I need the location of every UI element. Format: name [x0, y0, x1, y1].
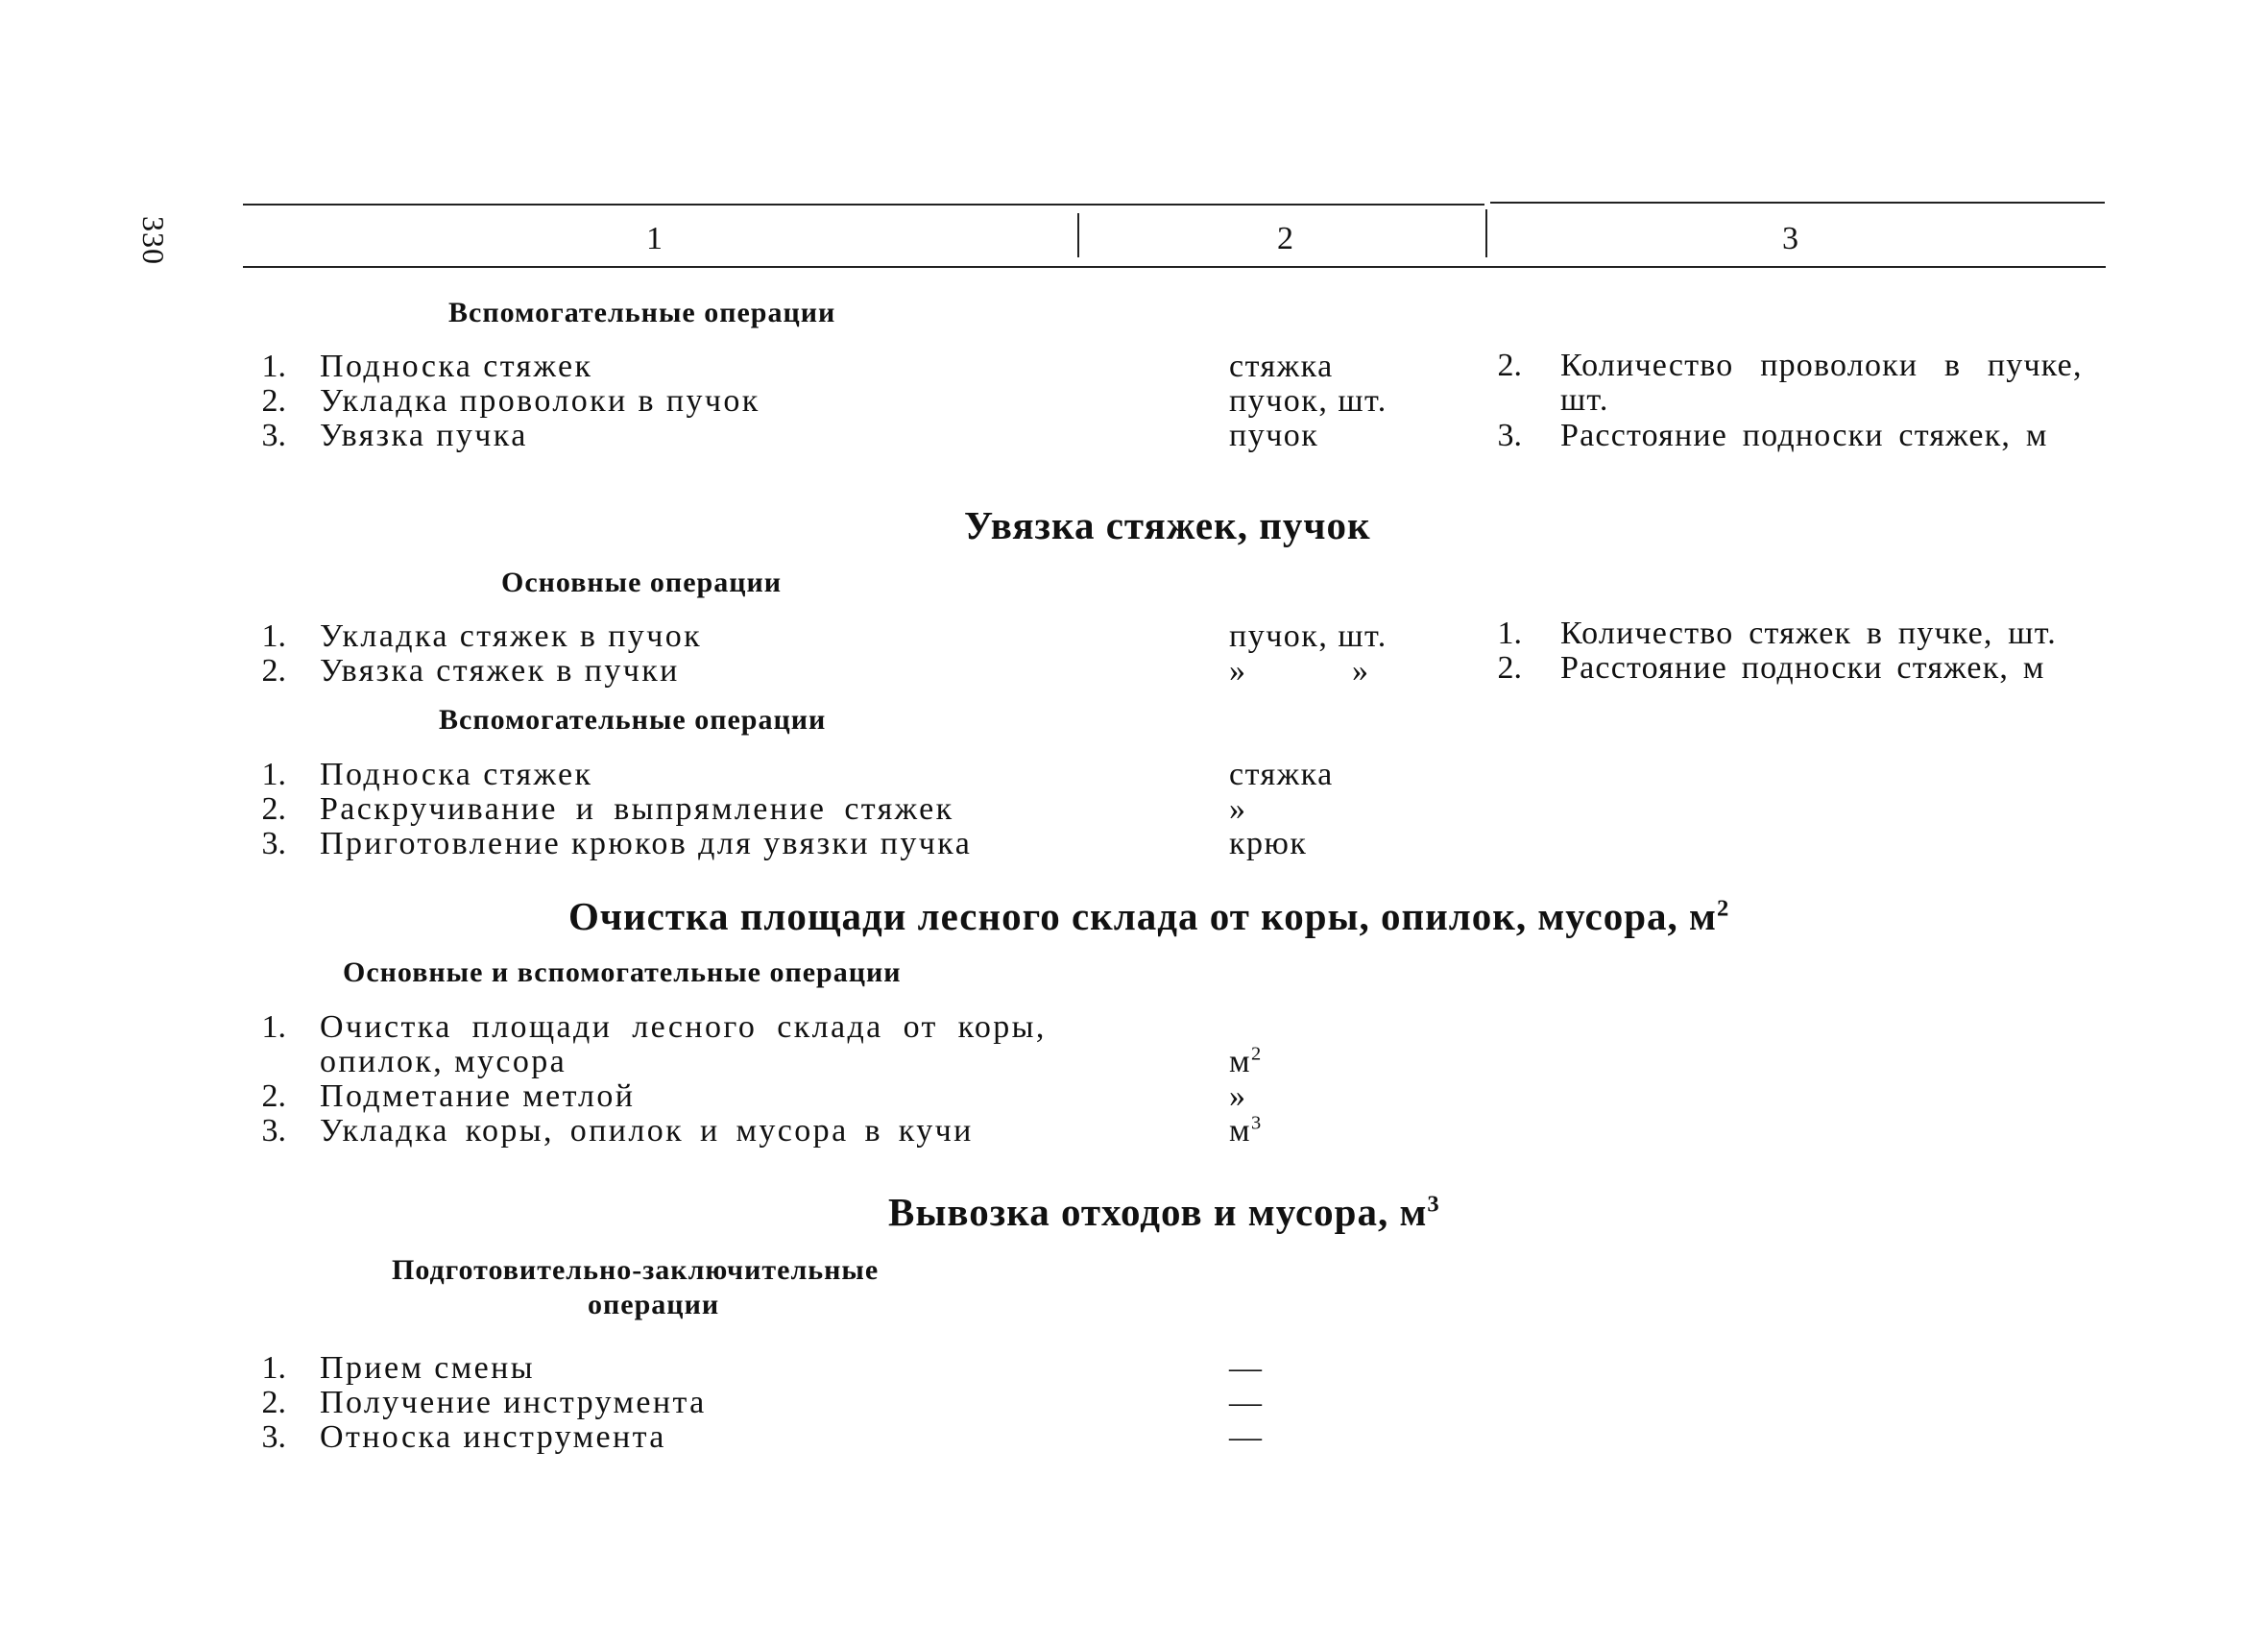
superscript: 2 [1251, 1043, 1263, 1065]
section-subheading: Вспомогательные операции [439, 704, 827, 736]
item-number: 3. [261, 418, 286, 453]
factor-text: Количество проволоки в пучке, [1560, 348, 2083, 383]
item-number: 1. [261, 349, 286, 384]
factor-number: 1. [1497, 616, 1522, 651]
header-rule-top-left [243, 204, 1484, 206]
superscript: 3 [1427, 1191, 1440, 1218]
factor-text-continued: шт. [1560, 382, 1609, 418]
operation-text: Укладка проволоки в пучок [320, 383, 760, 419]
operation-text: Приготовление крюков для увязки пучка [320, 826, 973, 861]
header-divider-1 [1077, 213, 1079, 257]
section-heading: Увязка стяжек, пучок [964, 503, 1371, 547]
header-rule-bottom [243, 266, 2106, 268]
item-number: 3. [261, 1113, 286, 1149]
header-rule-top-right [1490, 202, 2105, 204]
item-number: 3. [261, 1419, 286, 1455]
item-number: 2. [261, 791, 286, 827]
superscript: 2 [1716, 895, 1730, 922]
unit-dash: — [1229, 1419, 1264, 1455]
operation-text: Получение инструмента [320, 1385, 707, 1420]
header-divider-2 [1485, 209, 1487, 257]
page-number: 330 [136, 216, 171, 265]
factor-number: 2. [1497, 650, 1522, 686]
section-subheading: Подготовительно-заключительные [392, 1254, 880, 1286]
section-subheading-continued: операции [588, 1289, 720, 1320]
unit-text: $м^3$ [1229, 1112, 1263, 1149]
operation-text: Прием смены [320, 1350, 535, 1386]
column-3-header: 3 [1782, 221, 1798, 256]
item-number: 2. [261, 653, 286, 689]
section-subheading: Вспомогательные операции [448, 297, 836, 328]
item-number: 3. [261, 826, 286, 861]
unit-text: стяжка [1229, 757, 1334, 792]
item-number: 2. [261, 383, 286, 419]
item-number: 1. [261, 757, 286, 792]
item-number: 1. [261, 618, 286, 654]
operation-text-continued: опилок, мусора [320, 1044, 567, 1079]
item-number: 2. [261, 1385, 286, 1420]
operation-text: Увязка пучка [320, 418, 528, 453]
operation-text: Подноска стяжек [320, 757, 593, 792]
operation-text: Раскручивание и выпрямление стяжек [320, 791, 954, 827]
operation-text: Подноска стяжек [320, 349, 593, 384]
operation-text: Укладка стяжек в пучок [320, 618, 703, 654]
operation-text: Укладка коры, опилок и мусора в кучи [320, 1113, 974, 1149]
unit-dash: — [1229, 1385, 1264, 1420]
factor-number: 3. [1497, 418, 1522, 453]
unit-text: пучок [1229, 418, 1319, 453]
operation-text: Относка инструмента [320, 1419, 666, 1455]
unit-ditto-mark: » [1352, 653, 1370, 689]
unit-ditto-mark: » [1229, 653, 1247, 689]
unit-text: пучок, шт. [1229, 618, 1387, 654]
section-heading: Очистка площади лесного склада от коры, опилок, мусора, $м^2$ [568, 894, 1730, 938]
factor-text: Количество стяжек в пучке, шт. [1560, 616, 2057, 651]
column-2-header: 2 [1277, 221, 1293, 256]
operation-text: Очистка площади лесного склада от коры, [320, 1009, 1047, 1045]
unit-text: крюк [1229, 826, 1308, 861]
unit-text: стяжка [1229, 349, 1334, 384]
item-number: 1. [261, 1350, 286, 1386]
superscript: 3 [1251, 1112, 1263, 1134]
column-1-header: 1 [646, 221, 663, 256]
item-number: 1. [261, 1009, 286, 1045]
operation-text: Подметание метлой [320, 1078, 636, 1114]
unit-dash: — [1229, 1350, 1264, 1386]
factor-text: Расстояние подноски стяжек, м [1560, 650, 2045, 686]
section-heading: Вывозка отходов и мусора, $м^3$ [888, 1190, 1440, 1234]
operation-text: Увязка стяжек в пучки [320, 653, 680, 689]
unit-text: $м^2$ [1229, 1043, 1263, 1079]
factor-text: Расстояние подноски стяжек, м [1560, 418, 2048, 453]
section-subheading: Основные операции [501, 567, 783, 598]
unit-text: » [1229, 791, 1247, 827]
unit-text: пучок, шт. [1229, 383, 1387, 419]
section-subheading: Основные и вспомогательные операции [343, 956, 902, 988]
unit-text: » [1229, 1078, 1247, 1114]
factor-number: 2. [1497, 348, 1522, 383]
item-number: 2. [261, 1078, 286, 1114]
